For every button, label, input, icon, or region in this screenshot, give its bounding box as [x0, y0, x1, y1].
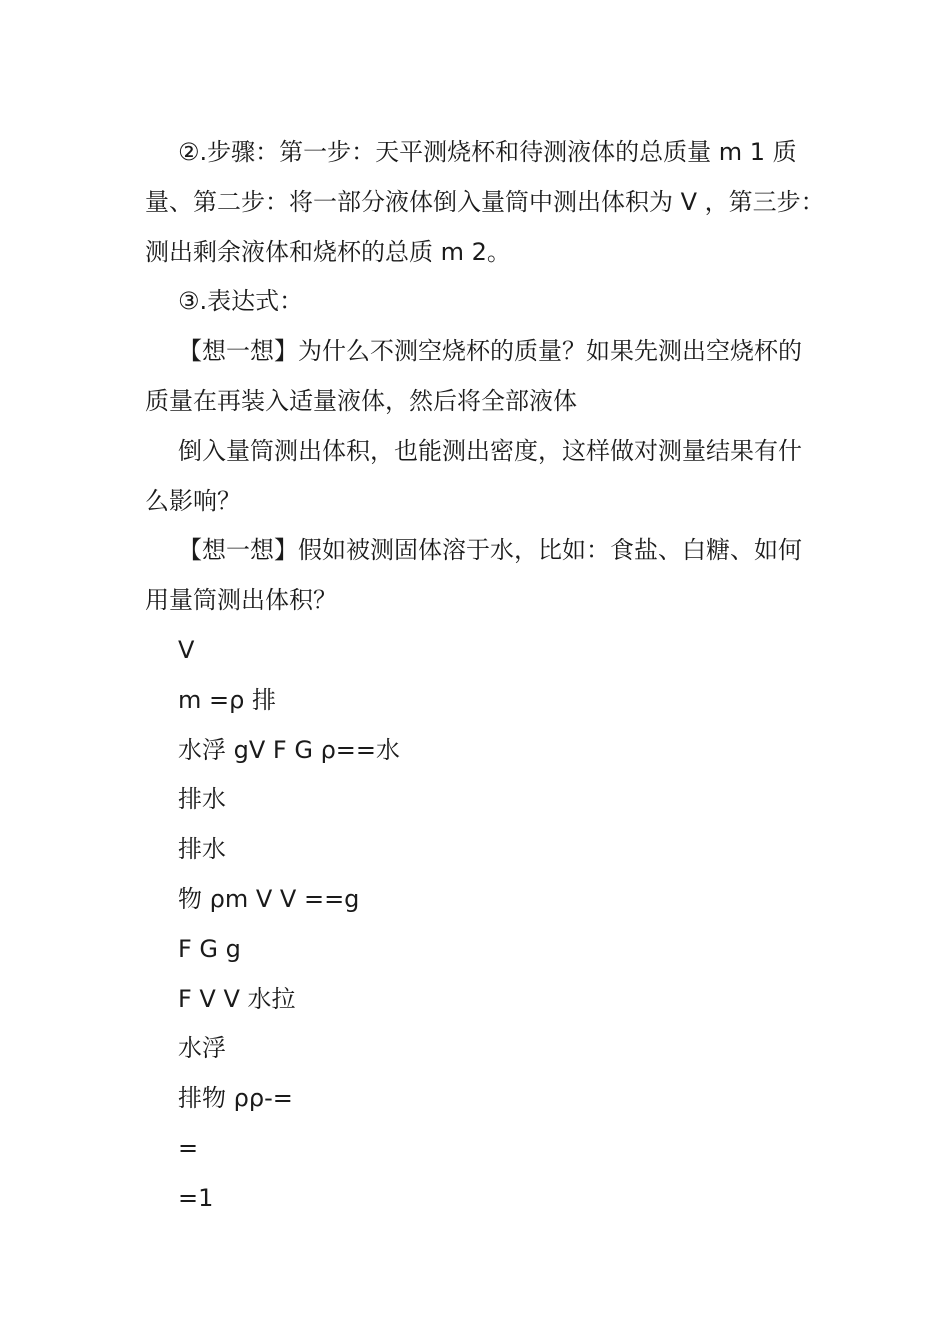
paragraph-expression: ③.表达式：	[178, 287, 304, 316]
paragraph-think-1-continued: 倒入量筒测出体积，也能测出密度，这样做对测量结果有什么影响？	[145, 436, 802, 515]
formula-line: 排水	[178, 785, 226, 814]
formula-line: 水浮	[178, 1034, 226, 1063]
paragraph-steps: ②.步骤：第一步：天平测烧杯和待测液体的总质量 m 1 质量、第二步：将一部分液体倒入量筒中测出体积为 V ，第三步：测出剩余液体和烧杯的总质 m 2。	[145, 138, 825, 266]
formula-line: 排水	[178, 835, 226, 864]
formula-line: 水浮 gV F G ρ==水	[178, 735, 401, 764]
formula-line: V	[178, 635, 195, 664]
formula-line: m =ρ 排	[178, 685, 276, 714]
paragraph-think-2: 【想一想】假如被测固体溶于水，比如：食盐、白糖、如何用量筒测出体积？	[145, 536, 802, 615]
document-body	[145, 128, 825, 1224]
formula-line: F V V 水拉	[178, 984, 296, 1013]
formula-line: F G g	[178, 934, 241, 963]
paragraph-think-1: 【想一想】为什么不测空烧杯的质量？如果先测出空烧杯的质量在再装入适量液体，然后将全部液体	[145, 337, 802, 415]
formula-line: 排物 ρρ-=	[178, 1084, 293, 1113]
formula-line: =	[178, 1133, 199, 1162]
formula-line: =1	[178, 1183, 214, 1212]
formula-line: 物 ρm V V ==g	[178, 884, 360, 913]
